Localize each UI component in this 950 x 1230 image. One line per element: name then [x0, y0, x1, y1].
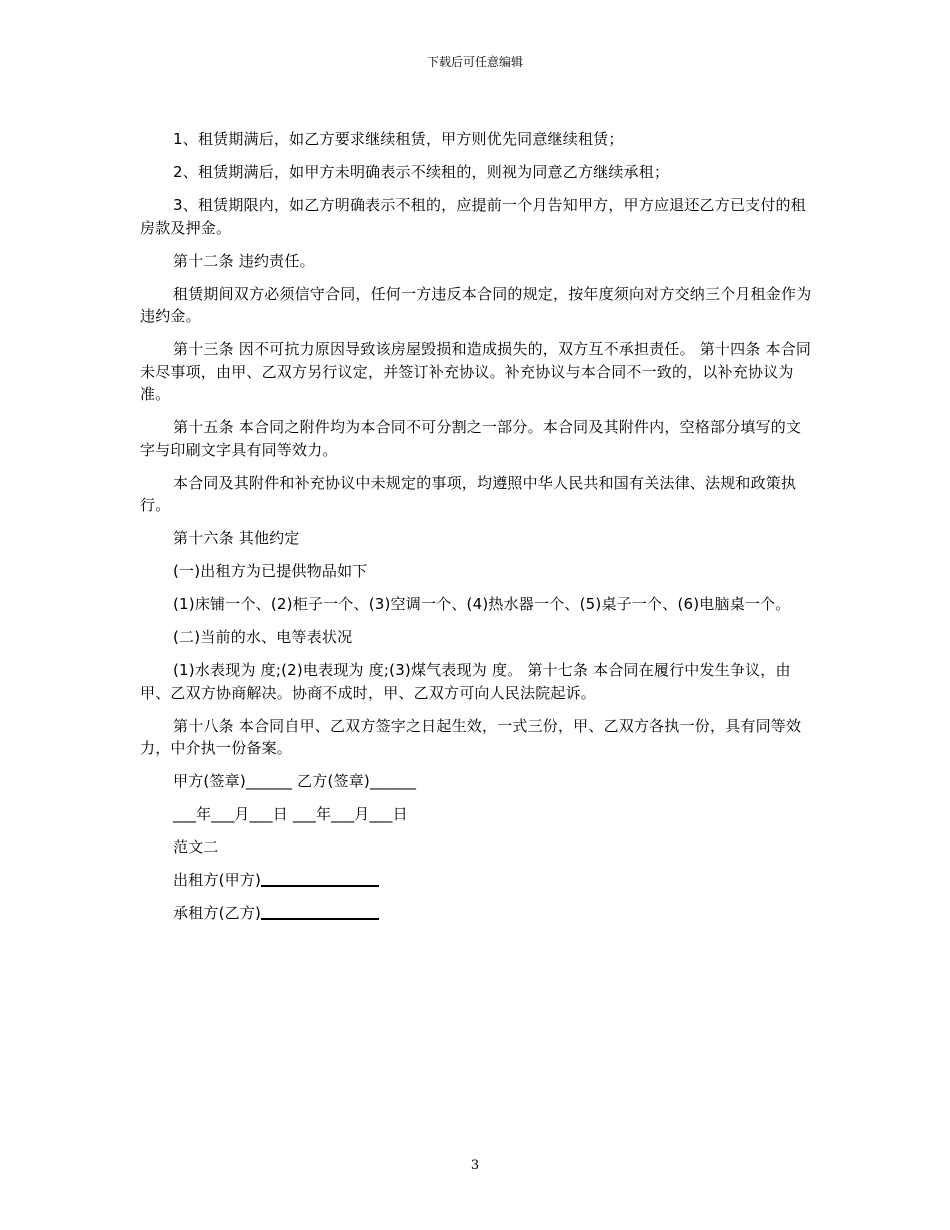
page-number: 3: [470, 1158, 480, 1173]
page-header: 下载后可任意编辑: [426, 55, 523, 69]
paragraph: (1)床铺一个、(2)柜子一个、(3)空调一个、(4)热水器一个、(5)桌子一个、(6)电脑桌一个。: [173, 595, 791, 613]
paragraph: 1、租赁期满后，如乙方要求继续租赁，甲方则优先同意继续租赁；: [173, 130, 624, 148]
paragraph: 2、租赁期满后，如甲方未明确表示不续租的，则视为同意乙方继续承租；: [173, 163, 670, 181]
paragraph: 租赁期间双方必须信守合同，任何一方违反本合同的规定，按年度须向对方交纳三个月租金作为违约金。: [140, 284, 812, 325]
lessor-blank: [261, 869, 379, 887]
paragraph: (1)水表现为 度;(2)电表现为 度;(3)煤气表现为 度。 第十七条 本合同在履行中发生争议，由甲、乙双方协商解决。协商不成时，甲、乙双方可向人民法院起诉。: [140, 661, 791, 702]
lessee-field: [140, 902, 812, 925]
paragraph: (一)出租方为已提供物品如下: [173, 562, 368, 580]
document-body: [140, 128, 812, 935]
lessor-label: 出租方(甲方): [173, 871, 262, 889]
article-heading: 第十二条 违约责任。: [173, 251, 315, 270]
lessee-blank: [261, 902, 379, 920]
paragraph: (二)当前的水、电等表状况: [173, 628, 353, 646]
paragraph: 第十五条 本合同之附件均为本合同不可分割之一部分。本合同及其附件内，空格部分填写的文字与印刷文字具有同等效力。: [140, 418, 802, 459]
paragraph: 本合同及其附件和补充协议中未规定的事项，均遵照中华人民共和国有关法律、法规和政策执行。: [140, 473, 797, 514]
paragraph: 第十三条 因不可抗力原因导致该房屋毁损和造成损失的，双方互不承担责任。 第十四条 本合同未尽事项，由甲、乙双方另行议定，并签订补充协议。补充协议与本合同不一致的，以补充协议为准。: [140, 340, 812, 403]
date-line: ___年___月___日 ___年___月___日: [173, 805, 408, 823]
paragraph: 第十八条 本合同自甲、乙双方签字之日起生效，一式三份，甲、乙双方各执一份，具有同等效力，中介执一份备案。: [140, 716, 802, 757]
lessor-field: [140, 869, 812, 892]
article-heading: 第十六条 其他约定: [173, 529, 300, 547]
section-title: 范文二: [173, 838, 219, 856]
paragraph: 3、租赁期限内，如乙方明确表示不租的，应提前一个月告知甲方，甲方应退还乙方已支付的租房款及押金。: [140, 196, 806, 237]
signature-line: 甲方(签章)______ 乙方(签章)______: [173, 772, 417, 790]
lessee-label: 承租方(乙方): [173, 904, 262, 922]
